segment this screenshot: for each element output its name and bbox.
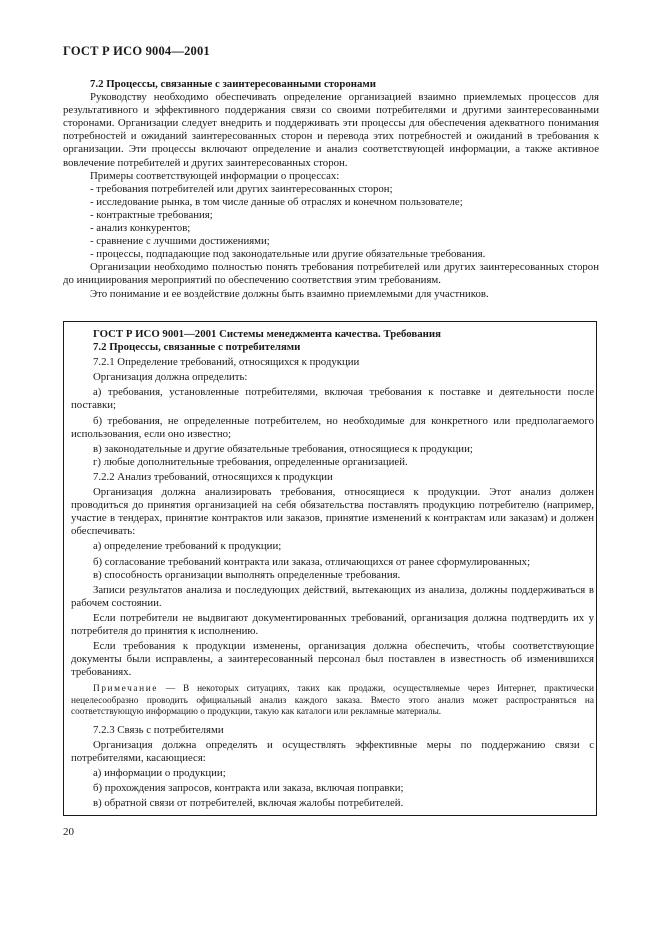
list-item: - контрактные требования; <box>90 208 213 221</box>
list-item: а) информации о продукции; <box>93 767 226 780</box>
list-item: б) прохождения запросов, контракта или заказа, включая поправки; <box>93 782 404 795</box>
document-header: ГОСТ Р ИСО 9004—2001 <box>63 44 210 58</box>
paragraph: Если требования к продукции изменены, организация должна обеспечить, чтобы соответствующие документы были исправлены, а заинтересованный персонал был поставлен в известность об изменившихся требованиях. <box>71 640 594 679</box>
paragraph: Руководству необходимо обеспечивать определение организацией взаимно приемлемых процессов для результативного и эффективного поддержания связи со своими потребителями и другими заинтересованными сторонами. Организации следует внедрить и поддерживать эти процессы для обеспечения адекватного понимания потребностей и ожиданий заинтересованных сторон и перевода этих потребностей и ожиданий в требования к организации. Эти процессы включают определение и анализ соответствующей информации, а также активное вовлечение потребителей и других заинтересованных сторон. <box>63 91 599 169</box>
box-title: ГОСТ Р ИСО 9001—2001 Системы менеджмента качества. Требования <box>93 328 441 340</box>
paragraph: Организация должна анализировать требования, относящиеся к продукции. Этот анализ должен проводиться до принятия организацией на себя обязательства поставлять продукцию потребителю (например, участие в тендерах, принятие контрактов или заказов, принятие изменений к контрактам или заказам) и должен обеспечивать: <box>71 486 594 538</box>
list-item: а) требования, установленные потребителями, включая требования к поставке и деятельности после поставки; <box>71 386 594 412</box>
list-item: в) законодательные и другие обязательные требования, относящиеся к продукции; <box>93 442 473 455</box>
list-item: - требования потребителей или других заинтересованных сторон; <box>90 182 393 195</box>
paragraph: Это понимание и ее воздействие должны быть взаимно приемлемыми для участников. <box>90 287 489 300</box>
subsection-title: 7.2.3 Связь с потребителями <box>93 723 224 736</box>
paragraph: Если потребители не выдвигают документированных требований, организация должна подтвердить их у потребителя до принятия к исполнению. <box>71 611 594 637</box>
box-subtitle: 7.2 Процессы, связанные с потребителями <box>93 341 301 354</box>
note-label: Примечание <box>93 684 158 695</box>
list-item: - процессы, подпадающие под законодательные или другие обязательные требования. <box>90 248 486 261</box>
paragraph: Организации необходимо полностью понять требования потребителей или других заинтересованных сторон до инициирования мероприятий по обеспечению соответствия этим требованиям. <box>63 261 599 287</box>
list-item: - сравнение с лучшими достижениями; <box>90 235 270 248</box>
list-item: в) обратной связи от потребителей, включая жалобы потребителей. <box>93 797 404 810</box>
subsection-title: 7.2.2 Анализ требований, относящихся к продукции <box>93 470 333 483</box>
list-item: б) согласование требований контракта или заказа, отличающихся от ранее сформулированных; <box>93 555 531 568</box>
subsection-title: 7.2.1 Определение требований, относящихся к продукции <box>93 356 360 369</box>
paragraph: Организация должна определить: <box>93 371 248 384</box>
note-text: — В некоторых ситуациях, таких как продажи, осуществляемые через Интернет, практически нецелесообразно проводить официальный анализ каждого заказа. Вместо этого анализ может распространяться на соответствующую информацию о продукции, такую как каталоги или рекламные материалы. <box>71 684 594 718</box>
paragraph: Организация должна определять и осуществлять эффективные меры по поддержанию связи с потребителями, касающиеся: <box>71 738 594 765</box>
list-item: г) любые дополнительные требования, определенные организацией. <box>93 455 408 468</box>
list-item: в) способность организации выполнять определенные требования. <box>93 568 401 581</box>
main-section <box>63 78 599 301</box>
list-item: а) определение требований к продукции; <box>93 540 282 553</box>
list-item: - анализ конкурентов; <box>90 222 191 235</box>
quoted-standard-box <box>63 321 597 816</box>
list-item: б) требования, не определенные потребителем, но необходимые для конкретного или предполагаемого использования, если оно известно; <box>71 414 594 440</box>
note <box>71 684 594 719</box>
list-item: - исследование рынка, в том числе данные об отраслях и конечном пользователе; <box>90 195 463 208</box>
page-number: 20 <box>63 826 74 838</box>
paragraph: Примеры соответствующей информации о процессах: <box>90 169 340 182</box>
section-title: 7.2 Процессы, связанные с заинтересованными сторонами <box>90 78 376 90</box>
paragraph: Записи результатов анализа и последующих действий, вытекающих из анализа, должны поддерживаться в рабочем состоянии. <box>71 583 594 609</box>
